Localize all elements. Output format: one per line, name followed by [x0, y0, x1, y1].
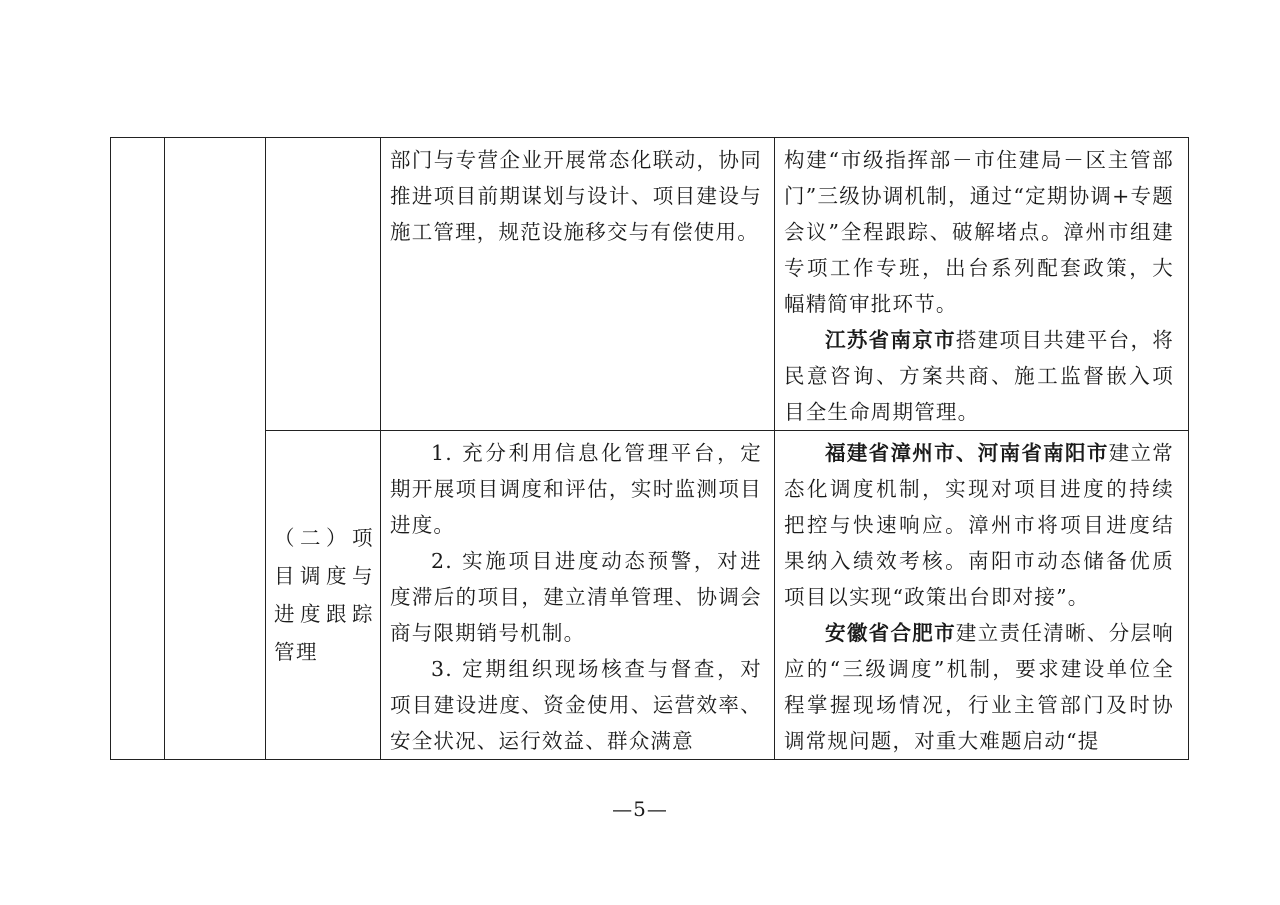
case-region: 福建省漳州市、河南省南阳市 — [825, 441, 1109, 465]
case-text: 搭建项目共建平台，将民意咨询、方案共商、施工监督嵌入项目全生命周期管理。 — [784, 328, 1174, 424]
case-region: 江苏省南京市 — [825, 328, 956, 352]
case-paragraph — [784, 322, 1174, 430]
measure-item: 3. 定期组织现场核查与督查，对项目建设进度、资金使用、运营效率、安全状况、运行效益、群众满意 — [390, 657, 762, 753]
measures-cell — [381, 138, 775, 431]
table-row — [111, 431, 1189, 760]
case-text: 构建“市级指挥部－市住建局－区主管部门”三级协调机制，通过“定期协调+专题会议”全程跟踪、破解堵点。漳州市组建专项工作专班，出台系列配套政策，大幅精简审批环节。 — [784, 148, 1174, 316]
measure-item: 1. 充分利用信息化管理平台，定期开展项目调度和评估，实时监测项目进度。 — [390, 441, 762, 537]
measures-cell — [381, 431, 775, 760]
cases-cell — [775, 431, 1189, 760]
measure-item: 2. 实施项目进度动态预警，对进度滞后的项目，建立清单管理、协调会商与限期销号机制。 — [390, 549, 762, 645]
case-paragraph — [784, 615, 1174, 759]
subtask-label: （二）项目调度与进度跟踪管理 — [274, 526, 374, 664]
cases-cell — [775, 138, 1189, 431]
table-row — [111, 138, 1189, 431]
subtask-cell — [266, 431, 381, 760]
measures-paragraph: 部门与专营企业开展常态化联动，协同推进项目前期谋划与设计、项目建设与施工管理，规范设施移交与有偿使用。 — [390, 148, 762, 244]
case-paragraph — [784, 142, 1174, 322]
policy-table — [110, 137, 1189, 760]
page-number: —5— — [612, 797, 668, 821]
case-text: 建立常态化调度机制，实现对项目进度的持续把控与快速响应。漳州市将项目进度结果纳入绩效考核。南阳市动态储备优质项目以实现“政策出台即对接”。 — [784, 441, 1174, 609]
subtask-cell — [266, 138, 381, 431]
task-cell — [165, 138, 266, 760]
case-paragraph — [784, 435, 1174, 615]
category-cell — [111, 138, 165, 760]
case-region: 安徽省合肥市 — [825, 621, 956, 645]
case-text: 建立责任清晰、分层响应的“三级调度”机制，要求建设单位全程掌握现场情况，行业主管部门及时协调常规问题，对重大难题启动“提 — [784, 621, 1174, 753]
